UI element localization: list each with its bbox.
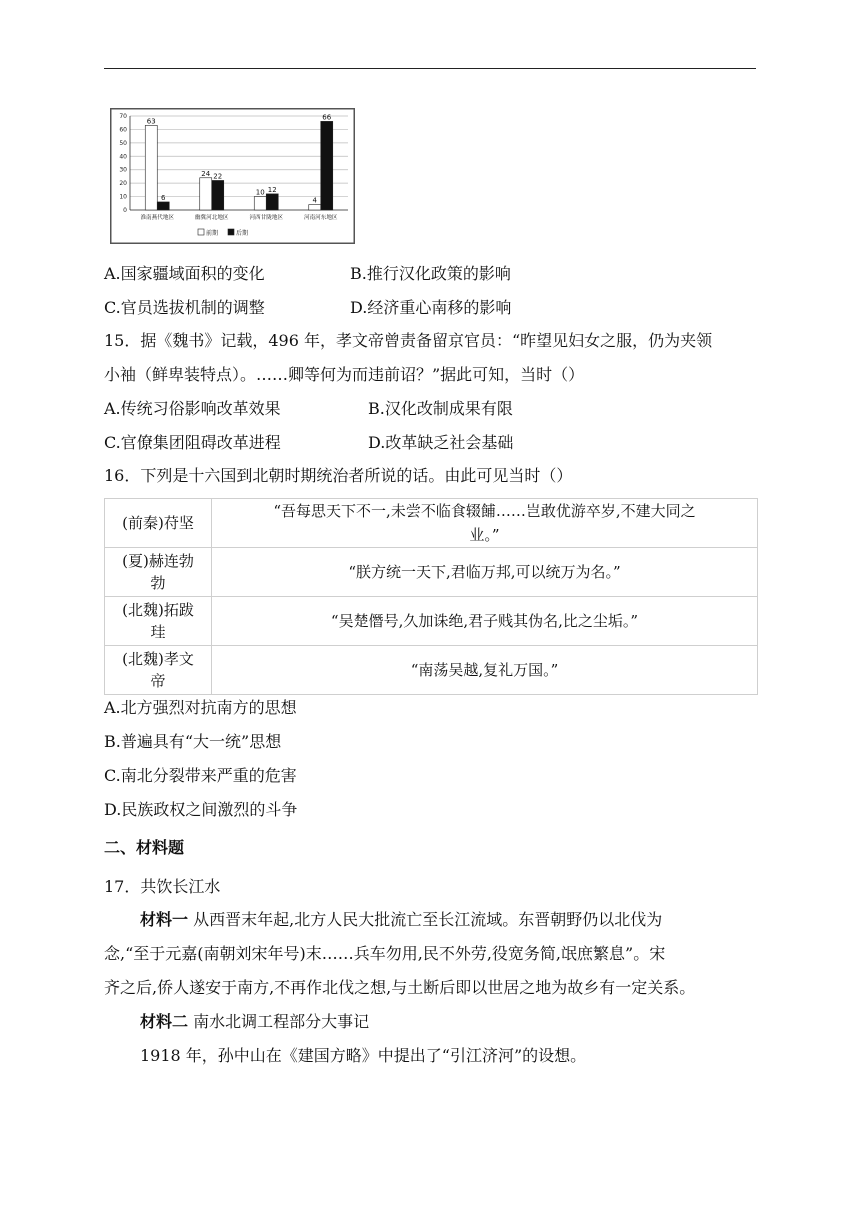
q15-option-c: C.官僚集团阻碍改革进程	[104, 433, 281, 452]
section-heading: 二、材料题	[104, 838, 185, 857]
bar	[266, 194, 278, 210]
bar	[157, 202, 169, 210]
legend-swatch	[228, 229, 234, 235]
quote-text: “吴楚僭号,久加诛绝,君子贱其伪名,比之尘垢。”	[330, 612, 639, 630]
q14-option-b: B.推行汉化政策的影响	[350, 264, 511, 283]
bar	[309, 205, 321, 210]
speaker-name-cont: 珪	[150, 623, 166, 641]
material1-label: 材料一	[140, 910, 189, 929]
bar	[145, 125, 157, 210]
y-tick-label: 30	[119, 166, 127, 174]
speaker-cell	[105, 597, 212, 646]
q14-option-a: A.国家疆域面积的变化	[104, 264, 265, 283]
q17-material1-line1	[140, 910, 662, 930]
quote-text: “朕方统一天下,君临万邦,可以统万为名。”	[348, 563, 621, 581]
q17-material2-line1: 1918 年，孙中山在《建国方略》中提出了“引江济河”的设想。	[140, 1046, 587, 1065]
bar	[254, 197, 266, 210]
x-tick-label: 河西甘陇地区	[249, 215, 284, 221]
speaker-cell	[105, 548, 212, 597]
q16-option-d: D.民族政权之间激烈的斗争	[104, 800, 298, 819]
y-tick-label: 50	[119, 139, 127, 147]
bar	[200, 178, 212, 210]
y-tick-label: 60	[119, 126, 127, 134]
quote-text: “吾每思天下不一,未尝不临食辍餔……岂敢优游卒岁,不建大同之	[273, 502, 696, 520]
data-label: 10	[255, 188, 265, 197]
table-row	[105, 499, 758, 548]
bar	[212, 180, 224, 210]
speaker-cell	[105, 646, 212, 695]
y-tick-label: 0	[123, 207, 127, 214]
q14-option-c: C.官员选拔机制的调整	[104, 298, 265, 317]
legend-label: 后期	[236, 230, 249, 237]
speaker-name: (前秦)苻坚	[122, 514, 194, 532]
y-tick-label: 40	[119, 153, 127, 161]
y-tick-label: 70	[119, 113, 127, 120]
material2-text: 南水北调工程部分大事记	[188, 1012, 370, 1031]
legend-label: 前期	[206, 230, 219, 237]
data-label: 24	[201, 169, 211, 178]
data-label: 22	[213, 172, 223, 181]
q17-title: 17．共饮长江水	[104, 877, 221, 896]
speaker-name-cont: 勃	[150, 574, 166, 592]
table-row	[105, 646, 758, 695]
q17-material2-heading	[140, 1012, 369, 1032]
quote-cell	[212, 646, 758, 695]
q16-stem: 16．下列是十六国到北朝时期统治者所说的话。由此可见当时（）	[104, 466, 573, 485]
material1-text: 从西晋末年起,北方人民大批流亡至长江流域。东晋朝野仍以北伐为	[188, 910, 663, 929]
speaker-name: (夏)赫连勃	[122, 552, 194, 570]
quotes-table	[104, 498, 758, 695]
data-label: 6	[161, 193, 166, 202]
x-tick-label: 河南河东地区	[303, 215, 338, 221]
table-row	[105, 548, 758, 597]
bar-chart	[110, 108, 355, 244]
q15-stem-line1: 15．据《魏书》记载，496 年，孝文帝曾责备留京官员：“昨望见妇女之服，仍为夹领	[104, 331, 713, 350]
table-row	[105, 597, 758, 646]
quote-cell	[212, 548, 758, 597]
speaker-cell	[105, 499, 212, 548]
page-header-rule	[104, 68, 756, 69]
q15-option-a: A.传统习俗影响改革效果	[104, 399, 281, 418]
quote-text: “南荡吴越,复礼万国。”	[410, 661, 559, 679]
data-label: 66	[322, 113, 332, 122]
data-label: 4	[312, 196, 317, 205]
speaker-name: (北魏)拓跋	[122, 601, 194, 619]
data-label: 63	[146, 117, 156, 126]
speaker-name-cont: 帝	[150, 672, 166, 690]
x-tick-label: 淮南燕代地区	[140, 215, 175, 221]
q15-option-d: D.改革缺乏社会基础	[368, 433, 514, 452]
material2-label: 材料二	[140, 1012, 189, 1031]
y-tick-label: 20	[119, 180, 127, 188]
data-label: 12	[267, 185, 277, 194]
quote-cell	[212, 597, 758, 646]
q17-material1-line2: 念,“至于元嘉(南朝刘宋年号)末……兵车勿用,民不外劳,役宽务简,氓庶繁息”。宋	[104, 944, 666, 963]
q15-option-b: B.汉化改制成果有限	[368, 399, 513, 418]
q16-option-b: B.普遍具有“大一统”思想	[104, 732, 282, 751]
speaker-name: (北魏)孝文	[122, 650, 194, 668]
bar	[321, 121, 333, 210]
q16-option-c: C.南北分裂带来严重的危害	[104, 766, 297, 785]
x-tick-label: 幽冀河北地区	[194, 215, 229, 221]
q15-stem-line2: 小袖（鲜卑装特点）。……卿等何为而违前诏？”据此可知，当时（）	[104, 365, 585, 384]
legend-swatch	[198, 229, 204, 235]
q17-material1-line3: 齐之后,侨人遂安于南方,不再作北伐之想,与土断后即以世居之地为故乡有一定关系。	[104, 978, 696, 997]
y-tick-label: 10	[119, 193, 127, 201]
quote-cell	[212, 499, 758, 548]
quote-text-cont: 业。”	[469, 526, 500, 544]
q16-option-a: A.北方强烈对抗南方的思想	[104, 698, 297, 717]
q14-option-d: D.经济重心南移的影响	[350, 298, 512, 317]
